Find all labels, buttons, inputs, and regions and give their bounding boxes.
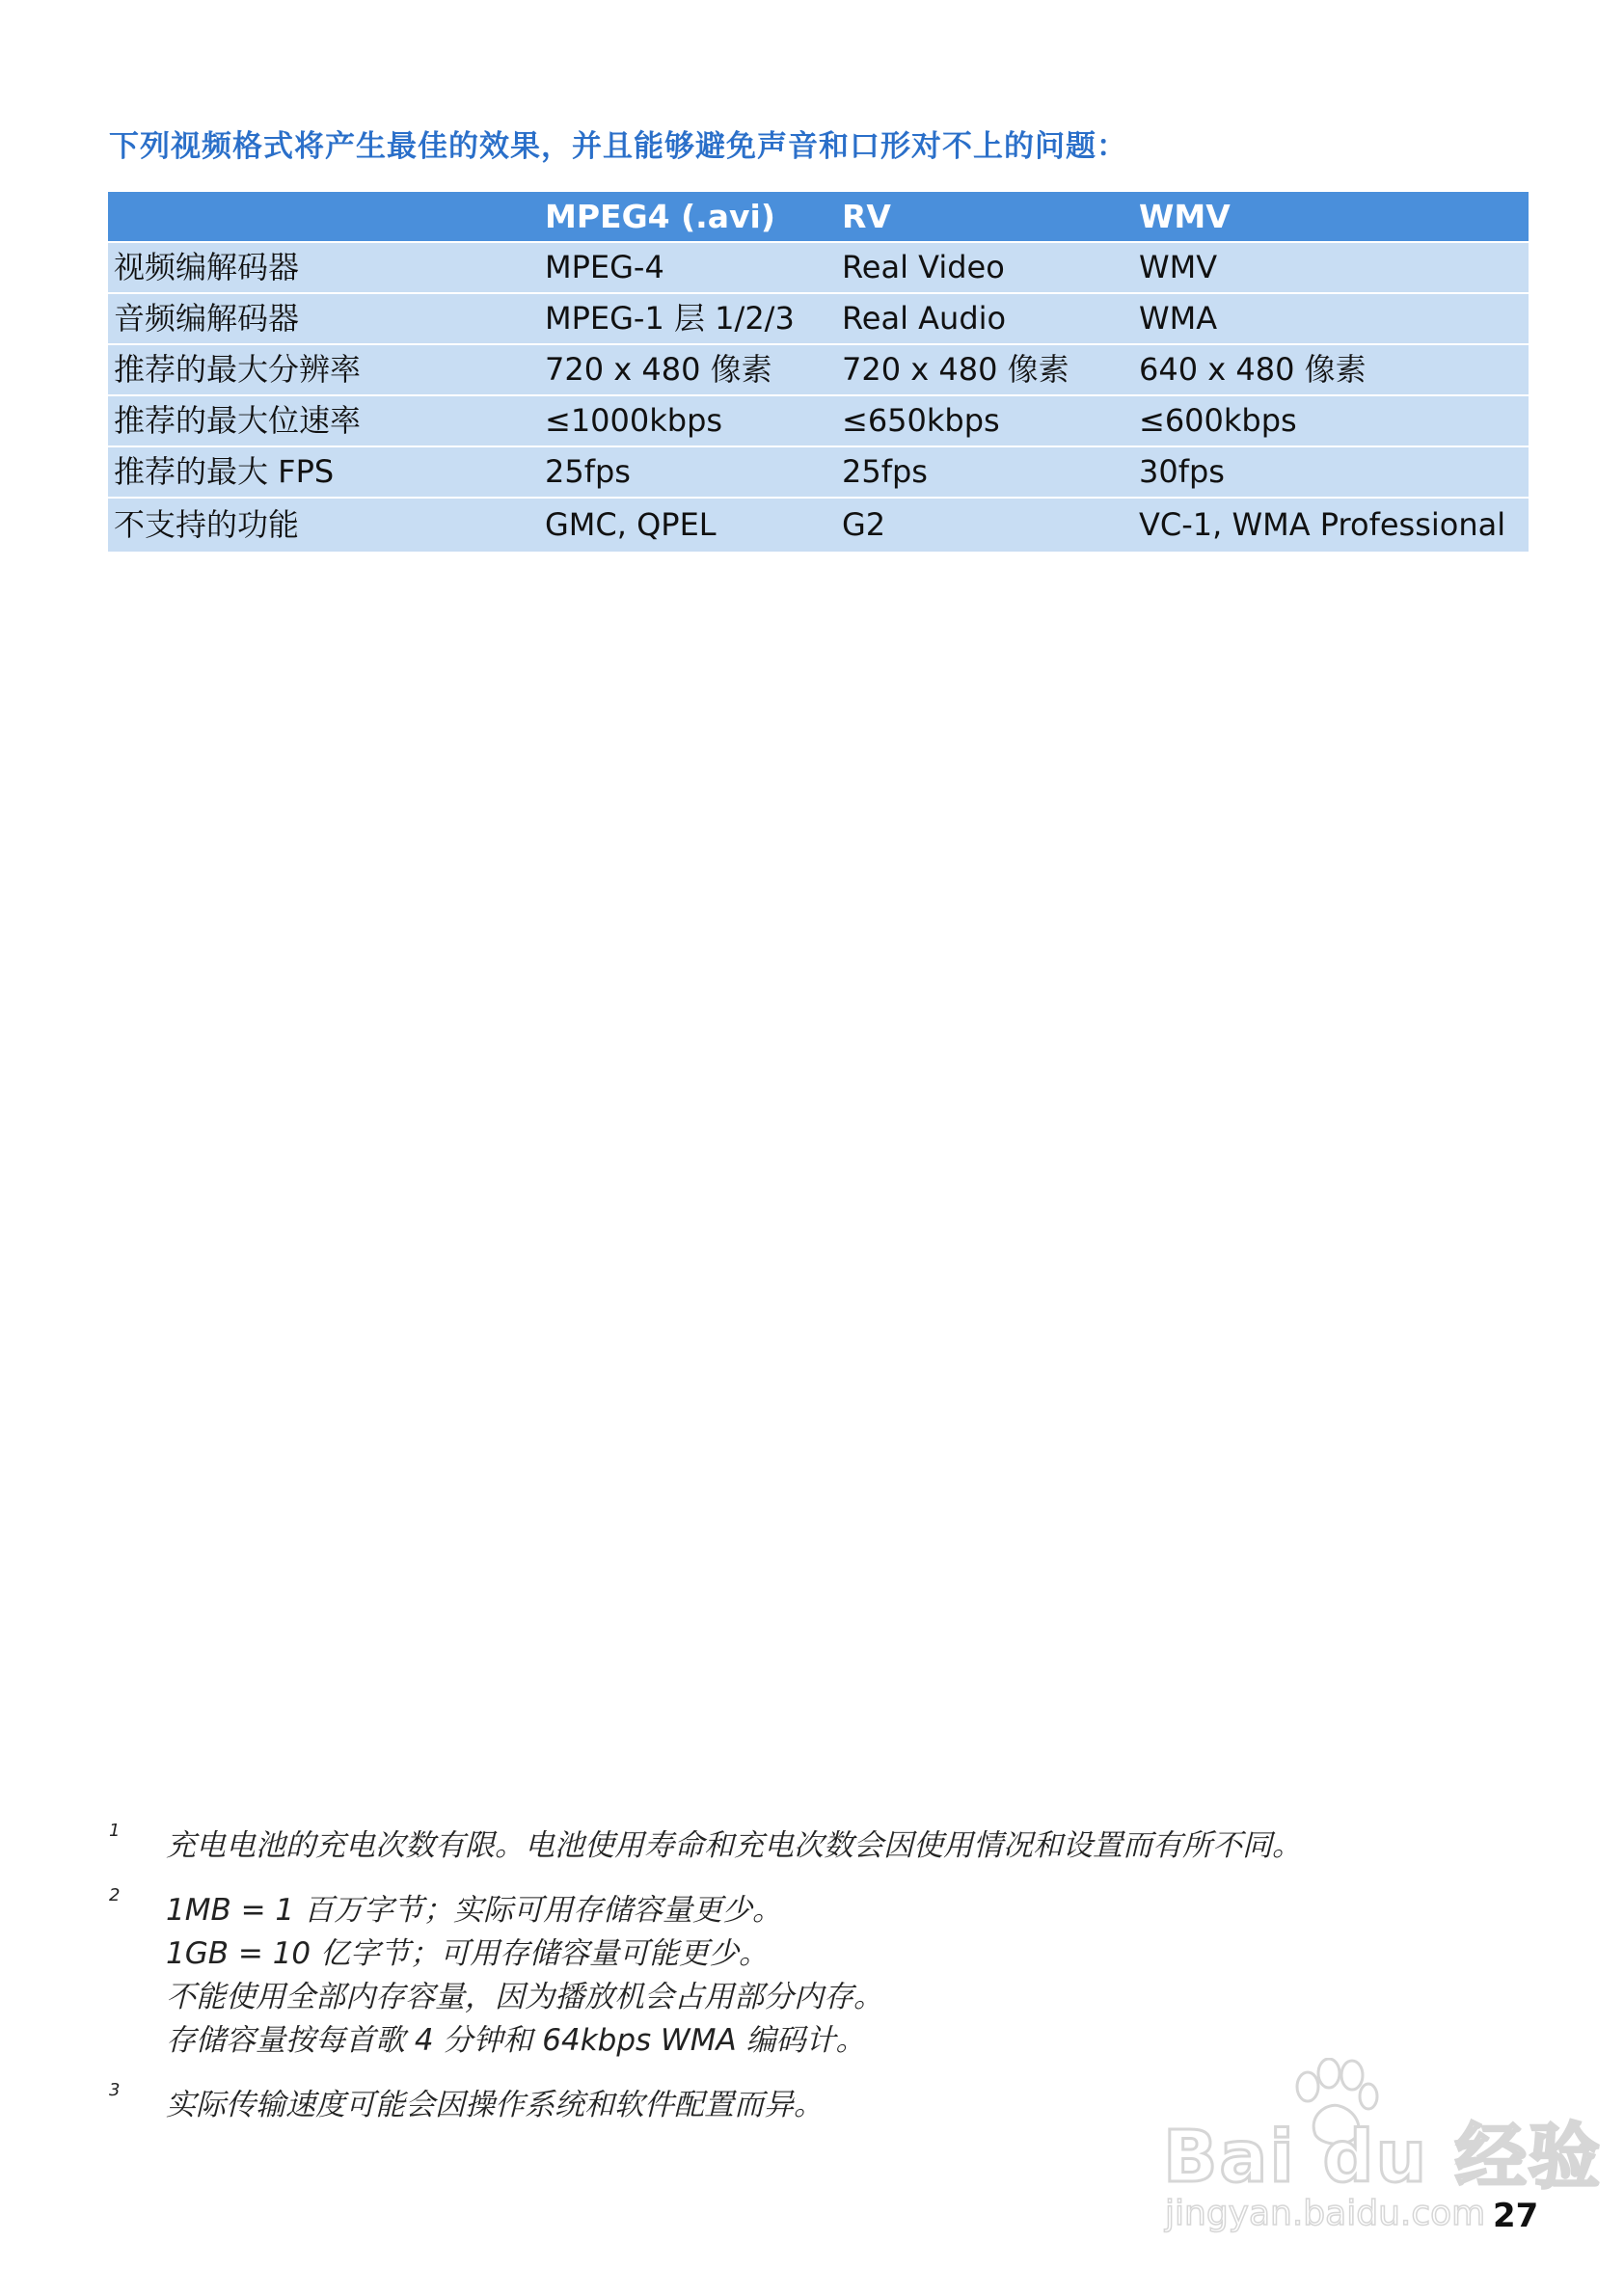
page-number: 27 <box>1493 2197 1539 2235</box>
table-cell: MPEG-4 <box>539 242 836 293</box>
table-header-row <box>108 192 1529 242</box>
table-cell: 音频编解码器 <box>108 293 539 344</box>
table-cell: Real Audio <box>836 293 1133 344</box>
watermark-url: jingyan.baidu.com <box>1165 2194 1486 2233</box>
footnote-line: 实际传输速度可能会因操作系统和软件配置而异。 <box>166 2088 824 2122</box>
watermark-logo-text: Bai du 经验 <box>1163 2116 1602 2199</box>
video-format-table <box>108 192 1529 552</box>
table-row <box>108 242 1529 293</box>
table-header-cell: MPEG4 (.avi) <box>539 192 836 242</box>
footnote-line: 不能使用全部内存容量，因为播放机会占用部分内存。 <box>166 1980 883 2014</box>
table-row <box>108 446 1529 498</box>
footnote-line: 1GB = 10 亿字节；可用存储容量可能更少。 <box>166 1936 769 1971</box>
footnote-marker: 1 <box>109 1821 121 1841</box>
table-header-cell: RV <box>836 192 1133 242</box>
table-row <box>108 293 1529 344</box>
table-cell: 720 x 480 像素 <box>836 344 1133 395</box>
table-cell: MPEG-1 层 1/2/3 <box>539 293 836 344</box>
table-header-cell: WMV <box>1133 192 1529 242</box>
table-cell: 推荐的最大位速率 <box>108 395 539 446</box>
table-cell: 推荐的最大 FPS <box>108 446 539 498</box>
footnote-marker: 3 <box>109 2080 121 2100</box>
footnote <box>109 1821 1459 1868</box>
baidu-jingyan-watermark <box>1155 2058 1602 2251</box>
table-cell: 不支持的功能 <box>108 498 539 552</box>
footnote-line: 充电电池的充电次数有限。电池使用寿命和充电次数会因使用情况和设置而有所不同。 <box>166 1828 1302 1863</box>
footnote-line: 存储容量按每首歌 4 分钟和 64kbps WMA 编码计。 <box>166 2023 866 2058</box>
table-cell: Real Video <box>836 242 1133 293</box>
table-cell: 720 x 480 像素 <box>539 344 836 395</box>
table-cell: G2 <box>836 498 1133 552</box>
table-cell: 推荐的最大分辨率 <box>108 344 539 395</box>
table-row <box>108 395 1529 446</box>
table-cell: 30fps <box>1133 446 1529 498</box>
table-cell: 25fps <box>836 446 1133 498</box>
table-cell: GMC, QPEL <box>539 498 836 552</box>
table-cell: 640 x 480 像素 <box>1133 344 1529 395</box>
table-cell: WMA <box>1133 293 1529 344</box>
table-cell: WMV <box>1133 242 1529 293</box>
table-cell: 视频编解码器 <box>108 242 539 293</box>
table-cell: ≤650kbps <box>836 395 1133 446</box>
table-cell: VC-1, WMA Professional <box>1133 498 1529 552</box>
footnote-line: 1MB = 1 百万字节；实际可用存储容量更少。 <box>166 1893 782 1928</box>
table-cell: ≤600kbps <box>1133 395 1529 446</box>
table-header-cell <box>108 192 539 242</box>
table-row <box>108 498 1529 552</box>
table-row <box>108 344 1529 395</box>
footnote <box>109 1885 1459 2063</box>
page-heading: 下列视频格式将产生最佳的效果，并且能够避免声音和口形对不上的问题： <box>109 129 1127 164</box>
table-cell: 25fps <box>539 446 836 498</box>
table-cell: ≤1000kbps <box>539 395 836 446</box>
footnote-marker: 2 <box>109 1885 121 1905</box>
